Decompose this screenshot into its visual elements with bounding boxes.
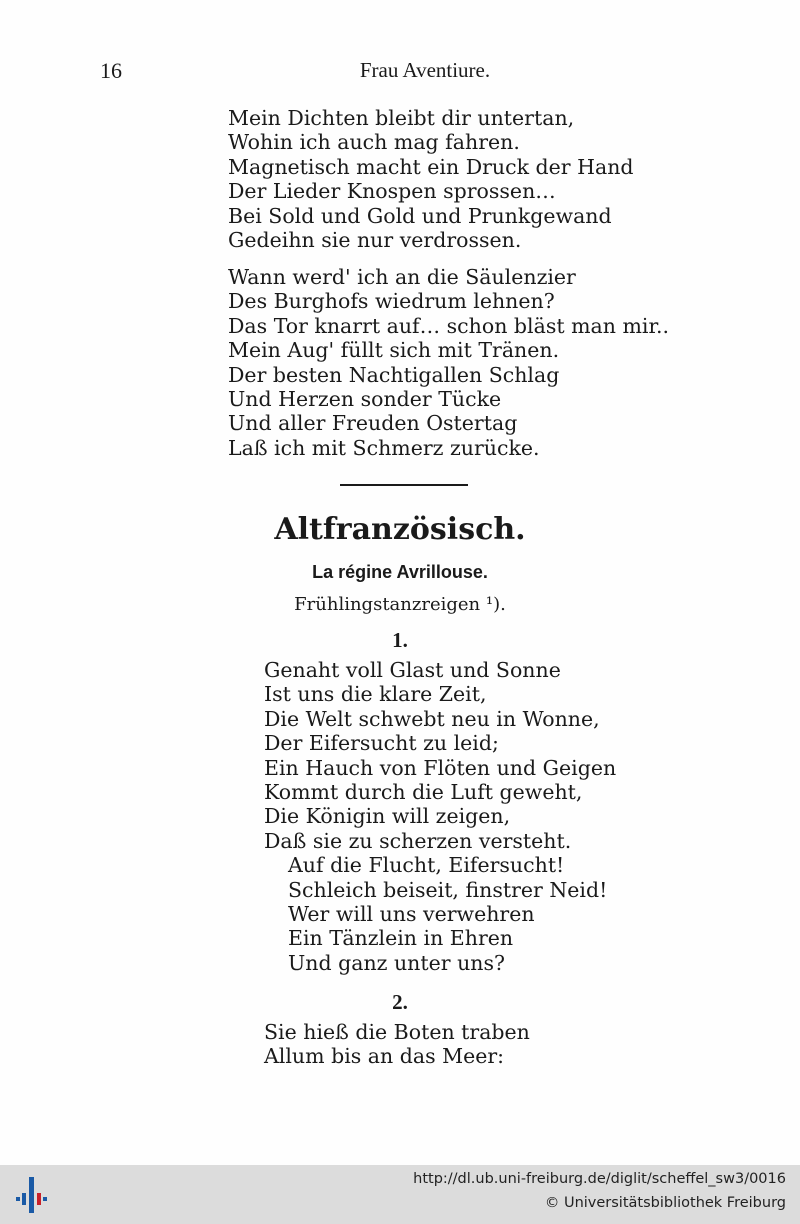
poem-line: Genaht voll Glast und Sonne	[264, 658, 561, 682]
library-logo-icon	[12, 1175, 52, 1215]
poem-line: Daß sie zu scherzen versteht.	[264, 828, 572, 853]
poem-line: Ein Tänzlein in Ehren	[288, 926, 514, 951]
poem-line: Ein Hauch von Flöten und Geigen	[264, 755, 617, 780]
poem-line: Die Königin will zeigen,	[264, 804, 511, 829]
library-footer	[0, 1165, 800, 1224]
poem-line: Und Herzen sonder Tücke	[228, 386, 502, 411]
poem-line: Allum bis an das Meer:	[264, 1044, 505, 1069]
poem-line: Mein Aug' füllt sich mit Tränen.	[228, 338, 560, 363]
running-head: Frau Aventiure.	[359, 58, 491, 82]
poem-line: Gedeihn sie nur verdrossen.	[228, 227, 522, 252]
poem-line: Das Tor knarrt auf… schon bläst man mir..	[228, 313, 670, 338]
poem-line: Und ganz unter uns?	[288, 950, 505, 975]
poem-line: Wer will uns verwehren	[288, 901, 535, 926]
poem-line: Laß ich mit Schmerz zurücke.	[228, 435, 540, 460]
page-number: 16	[100, 58, 122, 83]
poem-line: Wann werd' ich an die Säulenzier	[228, 265, 576, 289]
part-number-1: 1.	[392, 628, 408, 652]
poem-line: Und aller Freuden Ostertag	[228, 411, 518, 436]
poem-stanza-2	[228, 265, 669, 460]
poem-stanza-3	[264, 658, 616, 975]
poem-line: Der Lieder Knospen sprossen…	[228, 179, 556, 204]
poem-line: Ist uns die klare Zeit,	[264, 682, 487, 707]
poem-line: Wohin ich auch mag fahren.	[228, 130, 520, 155]
poem-line: Magnetisch macht ein Druck der Hand	[228, 154, 634, 179]
section-title: Altfranzösisch.	[274, 512, 526, 547]
source-url-link[interactable]: http://dl.ub.uni-freiburg.de/diglit/scheffel_sw3/0016	[413, 1171, 786, 1187]
poem-line: Mein Dichten bleibt dir untertan,	[228, 106, 575, 130]
poem-line: Der Eifersucht zu leid;	[264, 731, 499, 756]
poem-line: Auf die Flucht, Eifersucht!	[288, 853, 565, 878]
poem-line: Des Burghofs wiedrum lehnen?	[228, 289, 555, 314]
poem-line: Sie hieß die Boten traben	[264, 1020, 530, 1044]
section-subsubtitle: Frühlingstanzreigen ¹).	[294, 594, 506, 615]
copyright-notice: © Universitätsbibliothek Freiburg	[544, 1195, 786, 1211]
section-divider	[340, 484, 468, 486]
poem-line: Die Welt schwebt neu in Wonne,	[264, 706, 600, 731]
poem-stanza-4	[264, 1020, 530, 1069]
section-subtitle: La régine Avrillouse.	[312, 562, 488, 582]
poem-line: Kommt durch die Luft geweht,	[264, 779, 583, 804]
poem-stanza-1	[228, 106, 634, 252]
poem-line: Bei Sold und Gold und Prunkgewand	[228, 203, 612, 228]
poem-line: Der besten Nachtigallen Schlag	[228, 362, 560, 387]
poem-line: Schleich beiseit, finstrer Neid!	[288, 877, 608, 902]
part-number-2: 2.	[392, 990, 408, 1014]
